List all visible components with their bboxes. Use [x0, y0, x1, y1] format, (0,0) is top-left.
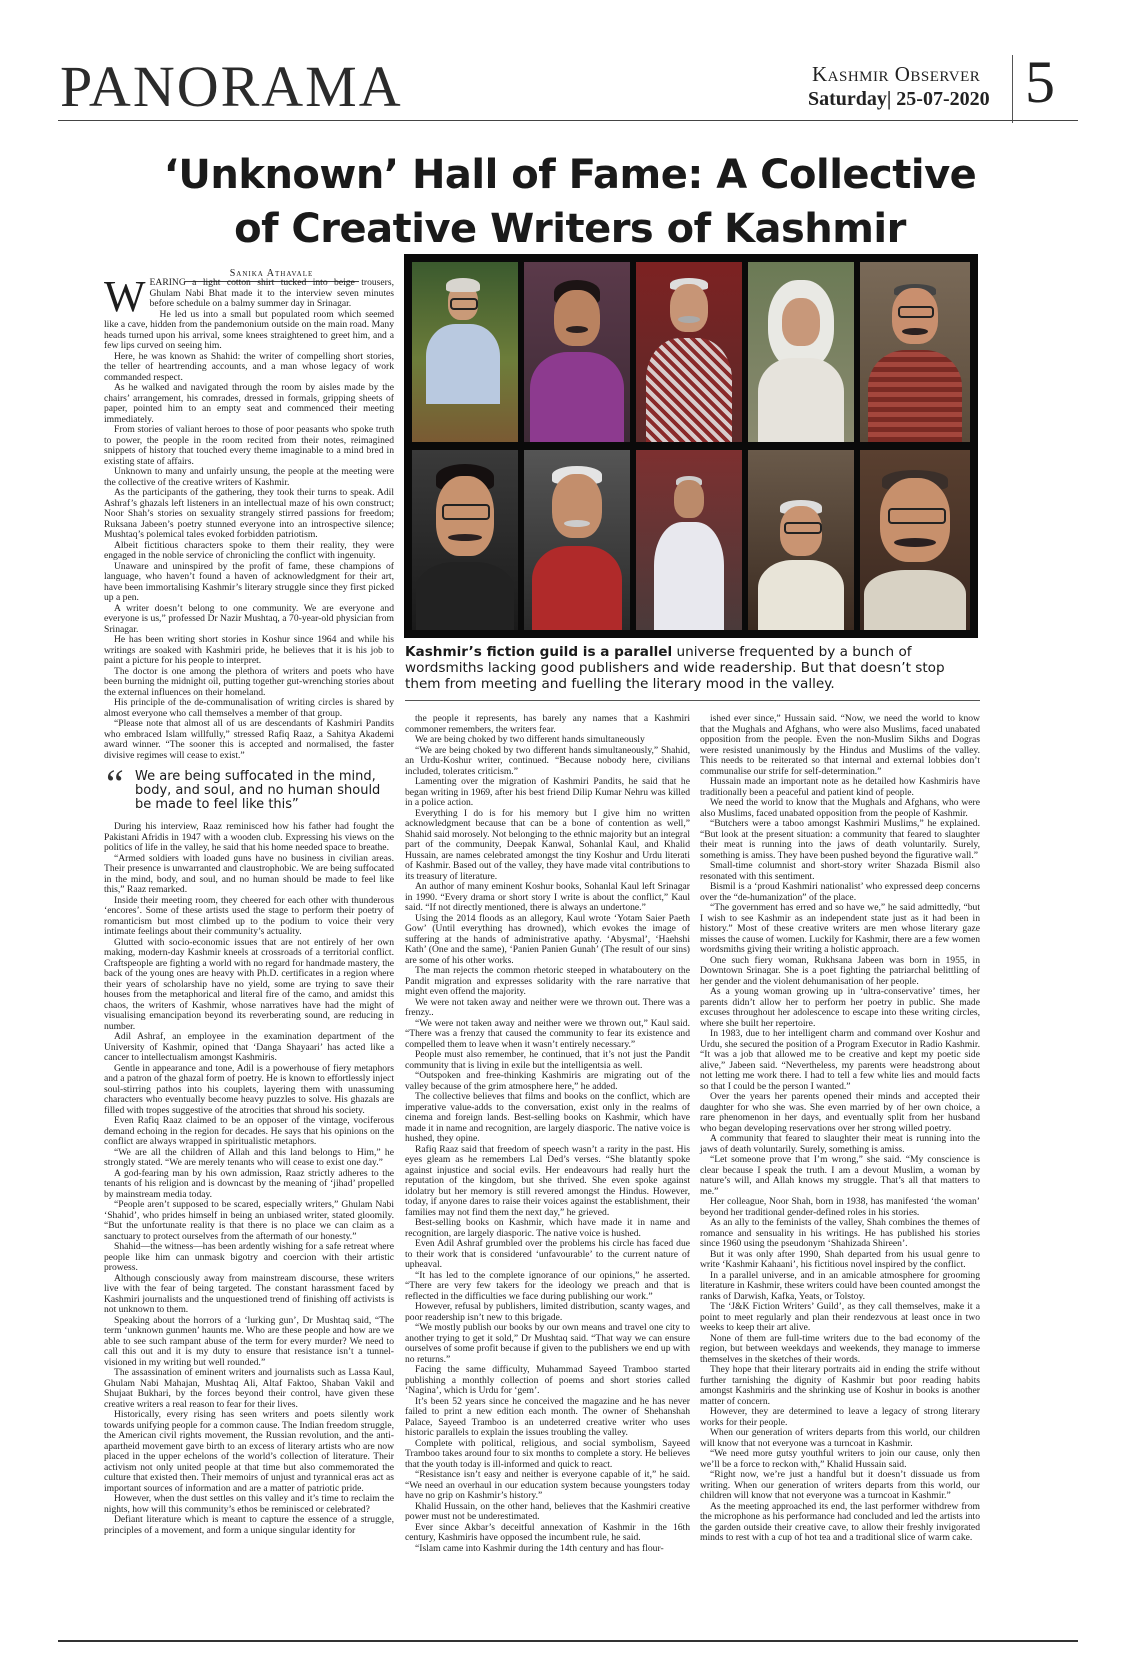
article-column-2 — [405, 714, 690, 1622]
paragraph: the people it represents, has barely any names that a Kashmiri commoner remembers, the writers fear. — [405, 713, 690, 735]
paragraph: Facing the same difficulty, Muhammad Sayeed Tramboo started publishing a monthly collection of poems and short stories called ‘Nagina’, which is Urdu for ‘gem’. — [405, 1364, 690, 1396]
paragraph: Historically, every rising has seen writers and poets silently work towards unifying people for a common cause. The Indian freedom struggle, the American civil rights movement, the Russian revolution, and the anti-apartheid movement gave birth to an excess of literary artists who are now placed in the upper echelons of the world’s collection of literature. Their activism not only united people at that time but also commemorated the culture that existed then. Their memoirs of unjust and tyrannical eras act as important sources of information and are a matter of patriotic pride. — [104, 1409, 394, 1494]
portrait-photo — [412, 262, 518, 442]
paragraph: Khalid Hussain, on the other hand, believes that the Kashmiri creative power must not be underestimated. — [405, 1500, 690, 1522]
paragraph: We are being choked by two different hands simultaneously — [415, 734, 645, 745]
headline-line-2: of Creative Writers of Kashmir — [234, 206, 906, 252]
paragraph: The ‘J&K Fiction Writers’ Guild’, as they call themselves, make it a point to meet regularly and plan their rendezvous at least once in two weeks to keep their art alive. — [700, 1301, 980, 1333]
headline — [80, 148, 1060, 256]
portrait-photo — [524, 262, 630, 442]
paragraph: “The government has erred and so have we,” he said admittedly, “but I wish to see Kashmir as an independent state just as it had been in history.” Most of these creative writers are men whose literary gaze misses the cause of women. Luckily for Kashmir, there are a few women wordsmiths giving their writing a holistic approach. — [700, 902, 980, 955]
paragraph: “It has led to the complete ignorance of our opinions,” he asserted. “There are very few takers for the ideology we preach and that is reflected in the difficulties we face during publishing our work.” — [405, 1269, 690, 1302]
paragraph: But it was only after 1990, Shah departed from his usual genre to write ‘Kashmir Kahaani’, his fictitious novel inspired by the conflict. — [700, 1248, 980, 1270]
section-title: PANORAMA — [60, 54, 403, 119]
paragraph: “Armed soldiers with loaded guns have no business in civilian areas. Their presence is unwarranted and claustrophobic. We are being suffocated in the mind, body, and soul, and no human should be made to feel like this,” Raaz remarked. — [104, 852, 394, 895]
paragraph: They hope that their literary portraits aid in ending the strife without further tarnishing the dignity of Kashmir but poor reading habits amongst Kashmiris and the shrinking use of Koshur in books is another matter of concern. — [700, 1364, 980, 1407]
caption-rule — [405, 700, 980, 701]
paragraph: As an ally to the feminists of the valley, Shah combines the themes of romance and sensuality in his writings. He has published his stories since 1960 using the pseudonym ‘Shahizada Shireen’. — [700, 1217, 980, 1249]
paragraph: “Islam came into Kashmir during the 14th century and has flour- — [415, 1542, 664, 1554]
paragraph: Hussain made an important note as he detailed how Kashmiris have traditionally been a peaceful and patient kind of people. — [700, 776, 980, 798]
article-column-3 — [700, 714, 980, 1622]
paragraph: Everything I do is for his memory but I give him no written acknowledgment because that can be a bone of contention as well,” Shahid said morosely. Not belonging to the ethnic majority but an integral part of the community, Deepak Kanwal, Sohanlal Kaul, and Khalid Hussain, are names celebrated amongst the tiny Koshur and Urdu literati of Kashmir. Based out of the valley, they have made vital contributions to its treasury of literature. — [405, 807, 690, 882]
paragraph: None of them are full-time writers due to the bad economy of the region, but between weekdays and weekends, they manage to immerse themselves in the sketches of their words. — [700, 1332, 980, 1365]
paragraph: His principle of the de-communalisation of writing circles is shared by almost everyone who call themselves a member of that group. — [104, 697, 394, 719]
paragraph: Even Adil Ashraf grumbled over the problems his circle has faced due to their work that is considered ‘unfavourable’ to the current nature of upheaval. — [405, 1238, 690, 1270]
paragraph: Ever since Akbar’s deceitful annexation of Kashmir in the 16th century, Kashmiris have opposed the incumbent rule, he said. — [405, 1521, 690, 1543]
paragraph: Although consciously away from mainstream discourse, these writers live with the fear of being targeted. The constant harassment faced by Kashmiri journalists and the unquestioned trend of finishing off activists is not unknown to them. — [104, 1272, 394, 1315]
paragraph: Lamenting over the migration of Kashmiri Pandits, he said that he began writing in 1969, after his best friend Dilip Kumar Nehru was killed in a police action. — [405, 776, 690, 808]
issue-date: Saturday| 25-07-2020 — [808, 88, 990, 110]
paragraph: Adil Ashraf, an employee in the examination department of the University of Kashmir, opined that ‘Danga Shayaari’ has acted like a cancer to intellectualism amongst Kashmiris. — [104, 1031, 394, 1063]
paragraph: However, refusal by publishers, limited distribution, scanty wages, and poor readership isn’t new to this brigade. — [405, 1301, 690, 1323]
caption-text: universe frequented by a bunch of wordsmiths lacking good publishers and wide readership. But that doesn’t stop them from meeting and fuelling the literary mood in the valley. — [405, 644, 945, 692]
paragraph: In 1983, due to her intelligent charm and command over Koshur and Urdu, she secured the position of a Program Executor in Radio Kashmir. “It was a job that allowed me to be creative and kept my poetic side alive,” Jabeen said. “Nevertheless, my parents were headstrong about not letting me work there. I had to tell a few white lies and mould facts so that I could be the person I wanted.” — [700, 1028, 980, 1092]
paragraph: A community that feared to slaughter their meat is running into the jaws of death voluntarily. Surely, something is amiss. — [700, 1133, 980, 1155]
paragraph: “Right now, we’re just a handful but it doesn’t dissuade us from writing. When our generation of writers departs from this world, our children will know that not everyone was a turncoat in Kashmir.” — [700, 1469, 980, 1501]
paragraph: We were not taken away and neither were we thrown out. There was a frenzy.. — [405, 996, 690, 1018]
paragraph: Best-selling books on Kashmir, which have made it in name and recognition, are largely diasporic. The native voice is hushed. — [405, 1217, 690, 1239]
paragraph: ished ever since,” Hussain said. “Now, we need the world to know that the Mughals and Afghans, who were also Muslims, faced unabated opposition from the people. Even the non-Muslim Sikhs and Dogras were resisted unanimously by the Hindus and Muslims of the valley. This needs to be reiterated so that internal and external lobbies don’t communalise our strife for self-determination.” — [700, 713, 980, 777]
paragraph: Bismil is a ‘proud Kashmiri nationalist’ who expressed deep concerns over the “de-humanization” of the place. — [700, 881, 980, 903]
portrait-photo — [636, 450, 742, 630]
paragraph: “Please note that almost all of us are descendants of Kashmiri Pandits who embraced Islam willfully,” stressed Rafiq Raaz, a Sahitya Akademi award winner. “The sooner this is accepted and normalised, the faster divisive regimes will cease to exist.” — [104, 718, 394, 761]
paragraph: Defiant literature which is meant to capture the essence of a struggle, principles of a movement, and form a unique singular identity for — [104, 1514, 394, 1536]
paragraph: “Let someone prove that I’m wrong,” she said. “My conscience is clear because I speak the truth. I am a devout Muslim, a woman by nature’s will, and Allah knows my struggle. That’s all that matters to me.” — [700, 1154, 980, 1197]
drop-cap: W — [104, 272, 146, 321]
paragraph: A god-fearing man by his own admission, Raaz strictly adheres to the tenants of his religion and is downcast by the meaning of ‘jihad’ propelled by mainstream media today. — [104, 1167, 394, 1200]
caption-lead: Kashmir’s fiction guild is a parallel — [405, 644, 673, 660]
paragraph: An author of many eminent Koshur books, Sohanlal Kaul left Srinagar in 1990. “Every drama or short story I write is about the conflict,” Kaul said. “If not directly mentioned, there is always an undertone.” — [405, 881, 690, 913]
paragraph: EARING a light cotton shirt tucked into beige trousers, Ghulam Nabi Bhat made it to the interview seven minutes before schedule on a balmy summer day in Srinagar. — [149, 277, 394, 309]
portrait-photo — [860, 450, 970, 630]
headline-line-1: ‘Unknown’ Hall of Fame: A Collective — [163, 152, 977, 198]
paragraph: “We mostly publish our books by our own means and travel one city to another trying to get it sold,” Dr Mushtaq said. “That way we can ensure ourselves of some profit because if given to the publishers we end up with no returns.” — [405, 1322, 690, 1365]
paragraph: Complete with political, religious, and social symbolism, Sayeed Tramboo takes around four to six months to complete a story. He believes that the youth today is ill-informed and quick to react. — [405, 1437, 690, 1470]
paragraph: The assassination of eminent writers and journalists such as Lassa Kaul, Ghulam Nabi Mahajan, Mushtaq Ali, Altaf Faktoo, Shaban Vakil and Shujaat Bukhari, by the forces beyond their control, have given these creative writers a real reason to fear for their lives. — [104, 1367, 394, 1410]
paragraph: Here, he was known as Shahid: the writer of compelling short stories, the teller of heartrending accounts, and a man whose legacy of work commanded respect. — [104, 350, 394, 383]
paragraph: “Butchers were a taboo amongst Kashmiri Muslims,” he explained. “But look at the present situation: a community that feared to slaughter their meat is running into the jaws of death voluntarily. Surely, something is amiss. They have been pushed beyond the figurative wall.” — [700, 818, 980, 861]
writers-photo-collage — [404, 254, 978, 638]
paragraph: Using the 2014 floods as an allegory, Kaul wrote ‘Yotam Saier Paeth Gow’ (Until everything has drowned), which evokes the image of suffering at the hands of administrative apathy. ‘Abysmal’, ‘Haehshi Kath’ (One and the same), ‘Panien Panien Gunah’ (The result of our sins) are some of his other works. — [405, 912, 690, 966]
byline: Sanika Athavale — [184, 268, 359, 282]
paragraph: As the meeting approached its end, the last performer withdrew from the microphone as his performance had concluded and led the artists into the garden outside their creative cave, to allow their freshly invigorated minds to rest with a cup of hot tea and a traditional slice of warm cake. — [700, 1500, 980, 1543]
paragraph: From stories of valiant heroes to those of poor peasants who spoke truth to power, the people in the room recited from their notes, reimagined snippets of history that touched every theme imaginable to a mind bred in existing state of affairs. — [104, 424, 394, 467]
paragraph: It’s been 52 years since he conceived the magazine and he has never failed to print a new edition each month. The owner of Shehanshah Palace, Sayeed Tramboo is an undeterred creative writer who uses historic parallels to explain the issues troubling the valley. — [405, 1395, 690, 1438]
paragraph: Speaking about the horrors of a ‘lurking gun’, Dr Mushtaq said, “The term ‘unknown gunmen’ haunts me. Who are these people and how are we able to see such rampant abuse of the term for every murder? We need to call this out and it is my duty to ensure that resistance isn’t a tunnel-visioned in my writing but well rounded.” — [104, 1314, 394, 1368]
paragraph: The man rejects the common rhetoric steeped in whataboutery on the Pandit migration and expresses solidarity with the rare narrative that might even offend the majority. — [405, 965, 690, 997]
paragraph: The collective believes that films and books on the conflict, which are imperative value-adds to the conversation, exist only in the realms of cinema and foreign lands. Best-selling books on Kashmir, which have made it in name and recognition, are largely diasporic. The native voice is hushed, they opine. — [405, 1091, 690, 1144]
paragraph: The doctor is one among the plethora of writers and poets who have been burning the midnight oil, putting together gut-wrenching stories about the external influences on their homeland. — [104, 665, 394, 698]
portrait-photo — [860, 262, 970, 442]
paragraph: However, they are determined to leave a legacy of strong literary works for their people. — [700, 1406, 980, 1428]
portrait-photo — [748, 262, 854, 442]
masthead-rule — [58, 120, 1078, 121]
paragraph: “We are all the children of Allah and this land belongs to Him,” he strongly stated. “We are merely tenants who will cease to exist one day.” — [104, 1146, 394, 1168]
paragraph: As he walked and navigated through the room by aisles made by the chairs’ arrangement, his comrades, dressed in formals, gripping sheets of paper, pointed him to an empty seat and commenced their meeting immediately. — [104, 382, 394, 425]
paragraph: Small-time columnist and short-story writer Shazada Bismil also resonated with this sentiment. — [700, 860, 980, 882]
paragraph: Her colleague, Noor Shah, born in 1938, has manifested ‘the woman’ beyond her traditional gender-defined roles in his stories. — [700, 1196, 980, 1218]
paragraph: “We were not taken away and neither were we thrown out,” Kaul said. “There was a frenzy that caused the community to fear its existence and compelled them to leave when it wasn’t entirely necessary.” — [405, 1017, 690, 1050]
paragraph: “People aren’t supposed to be scared, especially writers,” Ghulam Nabi ‘Shahid’, who prides himself in being an unbiased writer, stated gloomily. “But the unfortunate reality is that there is no place we can claim as a sanctuary to protect ourselves from the aftermath of our honesty.” — [104, 1199, 394, 1242]
paragraph: During his interview, Raaz reminisced how his father had fought the Pakistani Afridis in 1947 with a wooden club. Expressing his views on the politics of life in the valley, he said that his home needed space to breathe. — [104, 821, 394, 853]
portrait-photo — [412, 450, 518, 630]
paragraph: “Resistance isn’t easy and neither is everyone capable of it,” he said. “We need an overhaul in our education system because youngsters today have no grip on Kashmir’s history.” — [405, 1469, 690, 1501]
paragraph: Inside their meeting room, they cheered for each other with thunderous ‘encores’. Some of these artists used the stage to perform their poetry of romanticism but most climbed up to the podium to voice their very intimate feelings about their community’s actuality. — [104, 894, 394, 937]
paragraph: He led us into a small but populated room which seemed like a cave, hidden from the pandemonium outside on the main road. Many heads turned upon his arrival, some knees straightened to greet him, and a few lips curved on seeing him. — [104, 308, 394, 351]
paragraph: “We need more gutsy youthful writers to join our cause, only then we’ll be a force to reckon with,” Khalid Hussain said. — [700, 1448, 980, 1470]
paragraph: “We are being choked by two different hands simultaneously,” Shahid, an Urdu-Koshur writer, continued. “Because nobody here, civilians included, tolerates criticism.” — [405, 744, 690, 777]
paragraph: Unknown to many and unfairly unsung, the people at the meeting were the collective of the creative writers of Kashmir. — [104, 466, 394, 488]
masthead-divider — [1012, 55, 1013, 123]
paragraph: Unaware and uninspired by the profit of fame, these champions of language, who haven’t found a haven of acknowledgment for their art, have been immortalising Kashmir’s literary struggle since they first picked up a pen. — [104, 560, 394, 603]
paragraph: “Outspoken and free-thinking Kashmiris are migrating out of the valley because of the grim atmosphere here,” he added. — [405, 1070, 690, 1092]
paragraph: When our generation of writers departs from this world, our children will know that not everyone was a turncoat in Kashmir. — [700, 1427, 980, 1449]
paragraph: One such fiery woman, Rukhsana Jabeen was born in 1955, in Downtown Srinagar. She is a poet fighting the patriarchal belittling of her gender and the violent dehumanisation of her people. — [700, 954, 980, 987]
paragraph: Shahid—the witness—has been ardently wishing for a safe retreat where people like him can unmask bigotry and coercion with their artistic prowess. — [104, 1241, 394, 1273]
paragraph: We need the world to know that the Mughals and Afghans, who were also Muslims, faced unabated opposition from the people of Kashmir. — [700, 797, 980, 819]
article-column-1-bottom — [104, 822, 394, 1622]
paragraph: In a parallel universe, and in an amicable atmosphere for grooming literature in Kashmir, these writers could have been counted amongst the ranks of Darwish, Kafka, Yeats, or Tolstoy. — [700, 1269, 980, 1302]
paragraph: Gentle in appearance and tone, Adil is a powerhouse of fiery metaphors and a patron of the ghazal form of poetry. He is known to effortlessly inject soul-stirring pathos into his couplets, layering them with unassuming characters who eventually become heavy puzzles to solve. His ghazals are filled with tropes suggestive of the atrocities that shroud his society. — [104, 1062, 394, 1116]
paragraph: However, when the dust settles on this valley and it’s time to reclaim the nights, how will this community’s ethos be reminisced or celebrated? — [104, 1493, 394, 1515]
portrait-photo — [636, 262, 742, 442]
newspaper-name: Kashmir Observer — [812, 62, 981, 86]
portrait-photo — [524, 450, 630, 630]
paragraph: As a young woman growing up in ‘ultra-conservative’ times, her parents didn’t allow her to perform her poetry in public. She made excuses throughout her adolescence to escape into these writing circles, where she built her repertoire. — [700, 986, 980, 1029]
paragraph: Albeit fictitious characters spoke to them their reality, they were engaged in the noble service of chronicling the conflict with ingenuity. — [104, 539, 394, 561]
paragraph: Over the years her parents opened their minds and accepted their daughter for who she was. She even married by of her own choice, a rare phenomenon in her days, and eventually split from her husband who began developing reservations over her strong willed poetry. — [700, 1091, 980, 1134]
paragraph: People must also remember, he continued, that it’s not just the Pandit community that is living in exile but the intelligentsia as well. — [405, 1049, 690, 1071]
paragraph: Even Rafiq Raaz claimed to be an opposer of the vintage, vociferous demand echoing in the region for decades. He says that his opinions on the conflict are always wrapped in spiritualistic metaphors. — [104, 1115, 394, 1147]
photo-caption — [405, 644, 980, 692]
page-number: 5 — [1025, 49, 1055, 115]
paragraph: He has been writing short stories in Koshur since 1964 and while his writings are soaked with Kashmiri pride, he believes that it is his job to paint a picture for his people to interpret. — [104, 634, 394, 666]
quote-mark-icon: “ — [106, 761, 124, 806]
portrait-photo — [748, 450, 854, 630]
paragraph: A writer doesn’t belong to one community. We are everyone and everyone is us,” professed Dr Nazir Mushtaq, a 70-year-old physician from Srinagar. — [104, 602, 394, 635]
paragraph: Glutted with socio-economic issues that are not entirely of her own making, modern-day Kashmir kneels at crossroads of a territorial conflict. Craftspeople are fighting a world with no regard for handmade mastery, the back of the young ones are heavy with Ph.D. certificates in a region where their years of scholarship have no yield, some are trying to save their houses from the metaphorical and literal fire of the camo, and amidst this chaos, the writers of Kashmir, whose narratives have had the might of visualising emancipation beyond its reverberating sound, are reducing in number. — [104, 936, 394, 1032]
paragraph: As the participants of the gathering, they took their turns to speak. Adil Ashraf’s ghazals left listeners in an intellectual maze of his own construct; Noor Shah’s stories on sexuality strangely stirred passions for freedom; Ruksana Jabeen’s poetry stunned everyone into an introspective silence; Mushtaq’s polemical tales evoked forbidden patriotism. — [104, 487, 394, 540]
footer-rule — [58, 1640, 1078, 1642]
pull-quote: We are being suffocated in the mind, body, and soul, and no human should be made to feel like this” — [135, 769, 381, 812]
paragraph: Rafiq Raaz said that freedom of speech wasn’t a rarity in the past. His eyes gleam as he remembers Lal Ded’s verses. “She blatantly spoke against injustice and social evils. Her endeavours had really hurt the reputation of the kingdom, but she thrived. She even spoke against idolatry but her memory is still revered amongst the Hindus. However, today, if anyone dares to raise their voices against the establishment, their families may not find them the next day,” he grieved. — [405, 1143, 690, 1218]
